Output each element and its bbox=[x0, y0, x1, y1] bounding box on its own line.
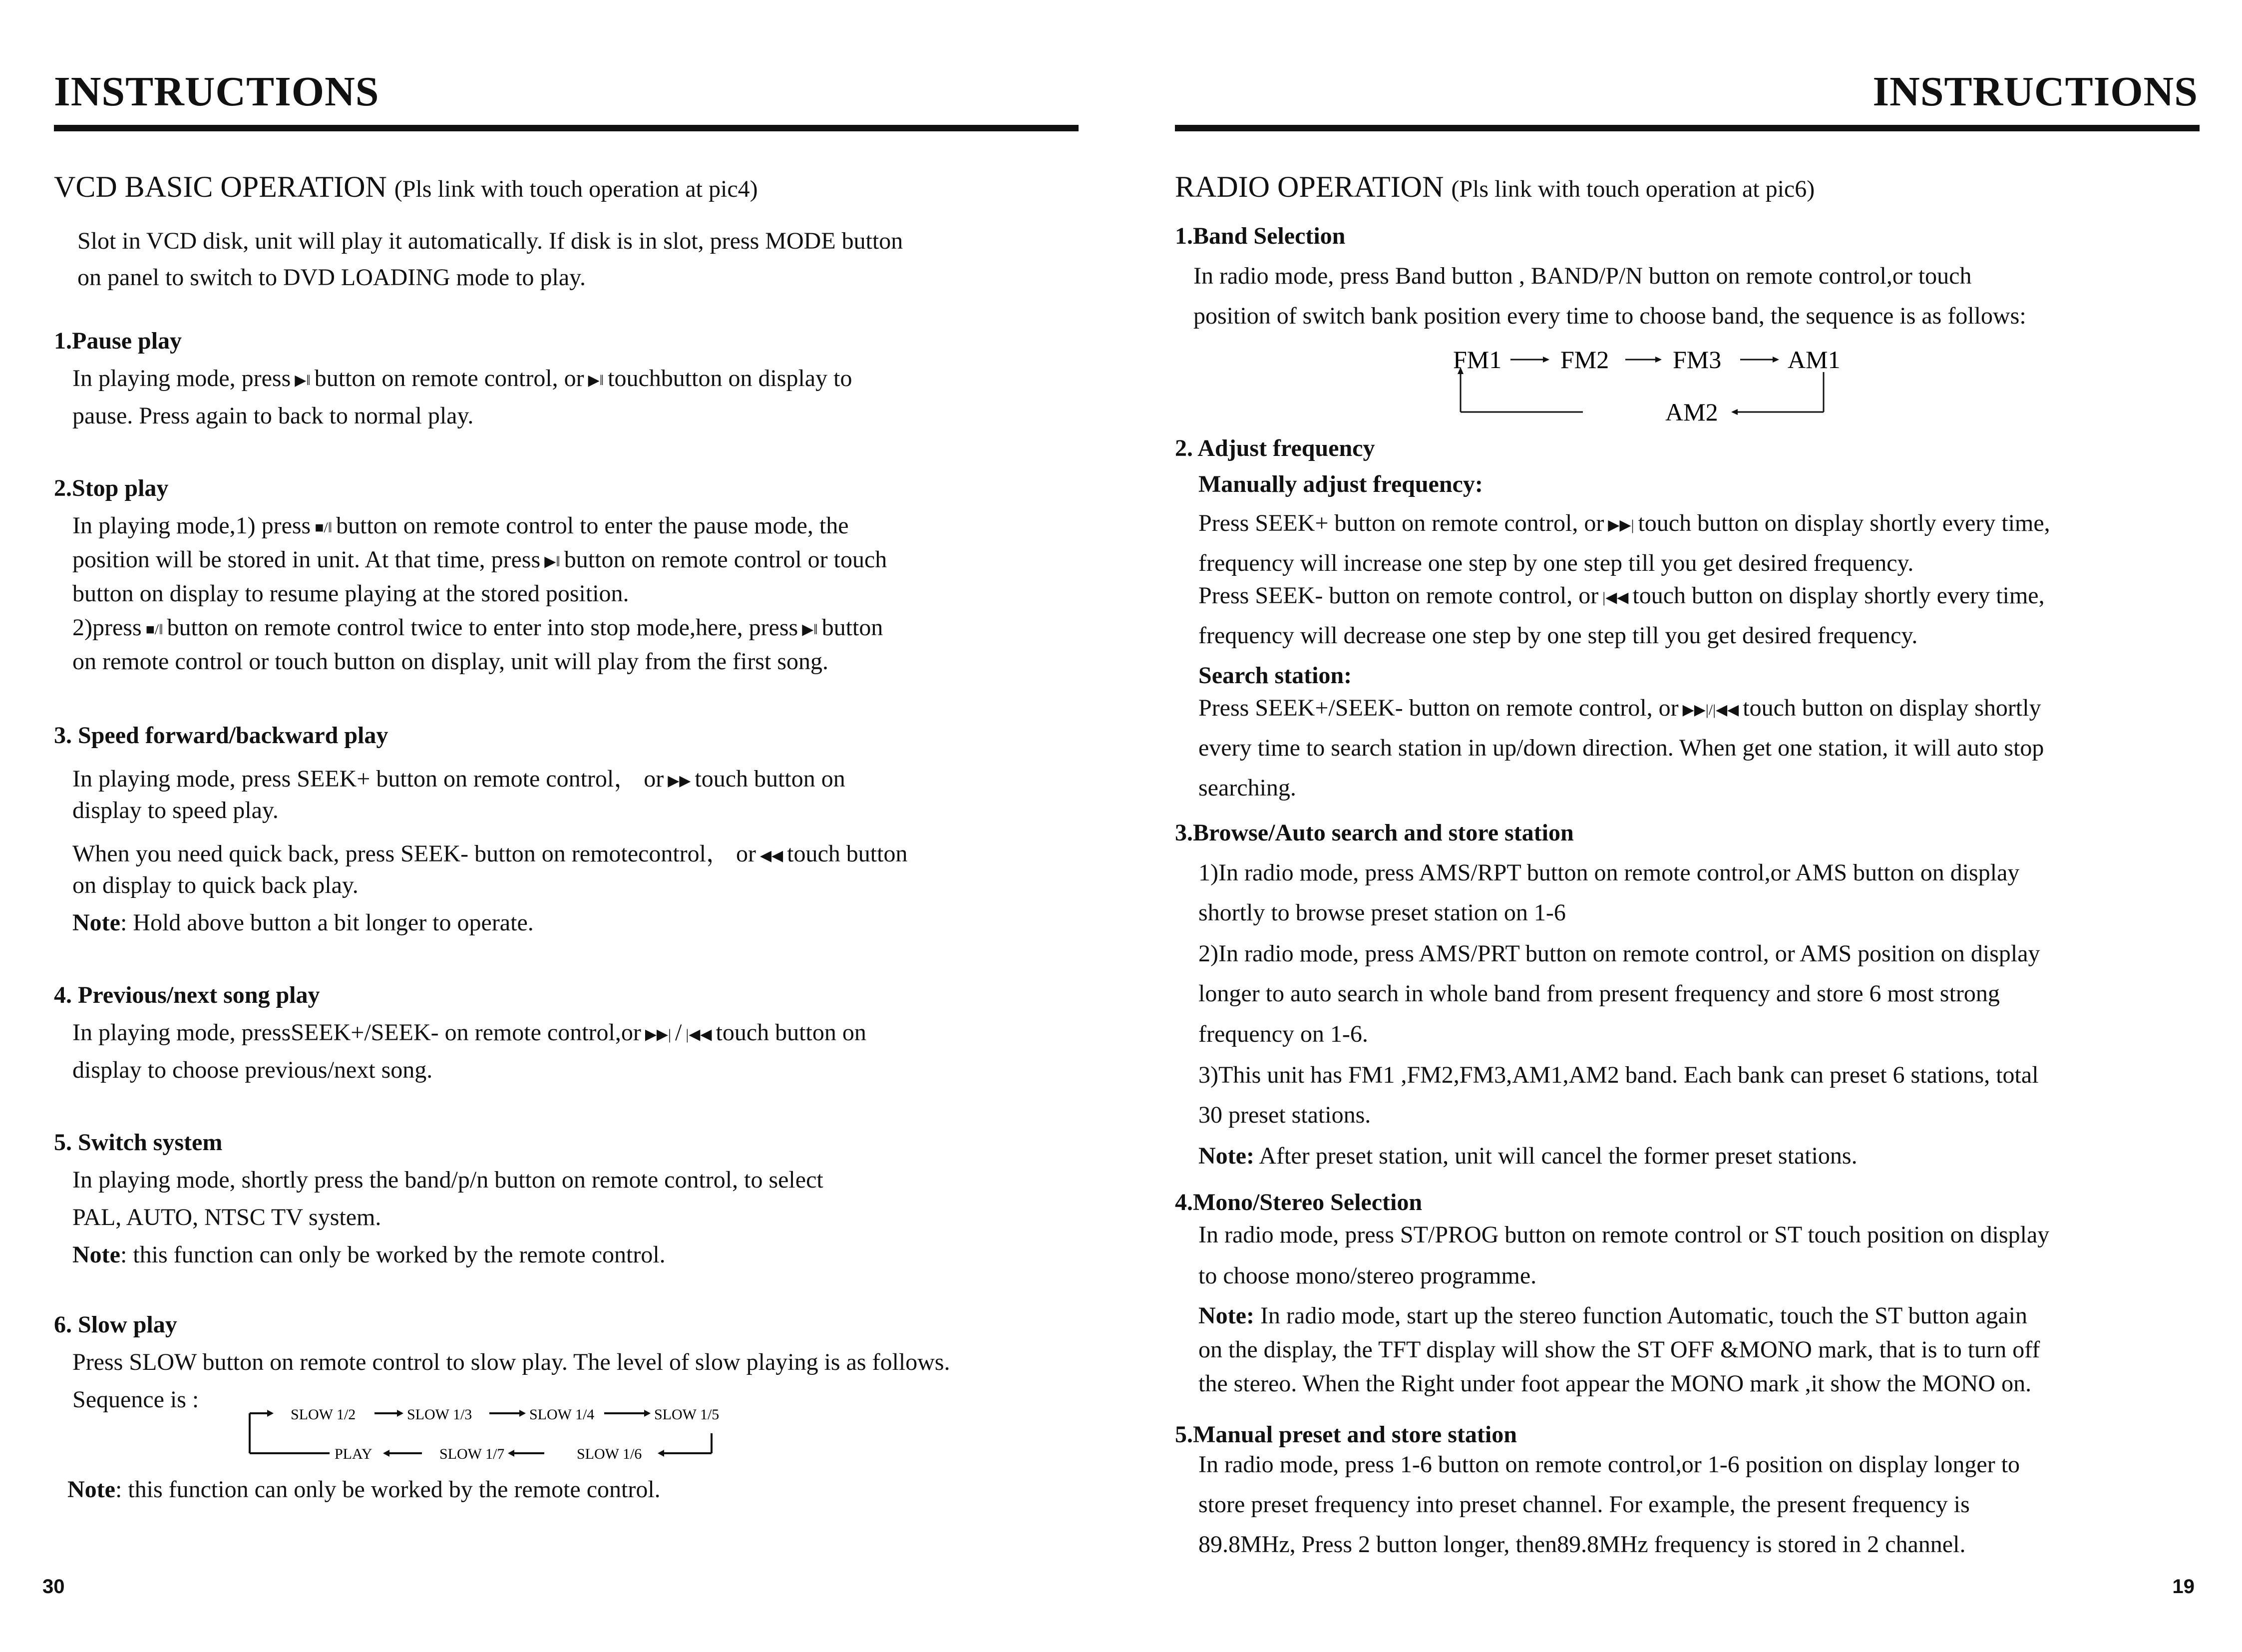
browse-line-6: 3)This unit has FM1 ,FM2,FM3,AM1,AM2 band. Each bank can preset 6 stations, total bbox=[1198, 1062, 2039, 1088]
stop-line-3: button on display to resume playing at the stored position. bbox=[72, 580, 629, 607]
switch-note-text: : this function can only be worked by the remote control. bbox=[120, 1241, 666, 1268]
band-line-1: In radio mode, press Band button , BAND/P/N button on remote control,or touch bbox=[1193, 263, 1972, 289]
browse-note-text: After preset station, unit will cancel the former preset stations. bbox=[1254, 1143, 1858, 1169]
left-page-header: INSTRUCTIONS bbox=[54, 68, 379, 115]
switch-note-label: Note bbox=[72, 1241, 120, 1268]
prevnext-line-1b: touch button on bbox=[716, 1019, 866, 1046]
adjust-line-5 bbox=[1198, 694, 2041, 722]
slow-seq-4: SLOW 1/5 bbox=[654, 1406, 720, 1423]
adjust-search-subheading: Search station: bbox=[1198, 662, 1352, 689]
slow-seq-1: SLOW 1/2 bbox=[291, 1406, 356, 1423]
manual-heading: 5.Manual preset and store station bbox=[1175, 1421, 1517, 1448]
radio-title-text: RADIO OPERATION bbox=[1175, 170, 1444, 203]
vcd-intro-line-1: Slot in VCD disk, unit will play it automatically. If disk is in slot, press MODE button bbox=[77, 228, 903, 254]
speed-line-1a: In playing mode, press SEEK+ button on remote control， or bbox=[72, 766, 664, 792]
browse-line-5: frequency on 1-6. bbox=[1198, 1021, 1368, 1047]
prev-track-icon: |◀◀ bbox=[1602, 589, 1629, 606]
adjust-line-3b: touch button on display shortly every time, bbox=[1632, 582, 2045, 609]
slow-line-1: Press SLOW button on remote control to slow play. The level of slow playing is as follows. bbox=[72, 1349, 950, 1375]
speed-note bbox=[72, 909, 534, 936]
right-header-rule bbox=[1175, 125, 2200, 131]
slow-note-text: : this function can only be worked by the remote control. bbox=[115, 1476, 661, 1503]
adjust-line-1 bbox=[1198, 509, 2050, 537]
radio-title-note: (Pls link with touch operation at pic6) bbox=[1451, 176, 1815, 202]
manual-line-3: 89.8MHz, Press 2 button longer, then89.8MHz frequency is stored in 2 channel. bbox=[1198, 1531, 1966, 1558]
vcd-intro-line-2: on panel to switch to DVD LOADING mode to play. bbox=[77, 264, 586, 291]
stop-line-1a: In playing mode,1) press bbox=[72, 512, 311, 539]
vcd-title-note: (Pls link with touch operation at pic4) bbox=[394, 176, 758, 202]
adjust-line-4: frequency will decrease one step by one step till you get desired frequency. bbox=[1198, 622, 1918, 649]
speed-line-1 bbox=[72, 759, 845, 794]
band-fm3: FM3 bbox=[1673, 346, 1722, 374]
next-track-icon: ▶▶| bbox=[1608, 517, 1634, 534]
switch-line-1: In playing mode, shortly press the band/p/n button on remote control, to select bbox=[72, 1167, 823, 1193]
vcd-title-text: VCD BASIC OPERATION bbox=[54, 170, 387, 203]
slow-sequence-diagram bbox=[245, 1398, 744, 1468]
stop-line-4b: button on remote control twice to enter into stop mode,here, press bbox=[167, 614, 798, 641]
slow-line-2: Sequence is : bbox=[72, 1386, 199, 1413]
slow-heading: 6. Slow play bbox=[54, 1311, 177, 1338]
adjust-line-3a: Press SEEK- button on remote control, or bbox=[1198, 582, 1599, 609]
adjust-heading: 2. Adjust frequency bbox=[1175, 435, 1375, 461]
slow-seq-play: PLAY bbox=[335, 1446, 373, 1462]
manual-line-2: store preset frequency into preset channel. For example, the present frequency is bbox=[1198, 1491, 1970, 1518]
adjust-manual-subheading: Manually adjust frequency: bbox=[1198, 471, 1483, 497]
prev-track-icon: |◀◀ bbox=[686, 1026, 712, 1043]
band-sequence-diagram bbox=[1446, 340, 1845, 424]
stop-line-4c: button bbox=[821, 614, 883, 641]
slow-note-label: Note bbox=[67, 1476, 115, 1503]
pause-line-2: pause. Press again to back to normal play. bbox=[72, 403, 474, 429]
slow-seq-7: SLOW 1/7 bbox=[439, 1446, 505, 1462]
pause-line-1 bbox=[72, 365, 852, 392]
mono-line-4: the stereo. When the Right under foot appear the MONO mark ,it show the MONO on. bbox=[1198, 1370, 2032, 1397]
left-page-number: 30 bbox=[42, 1576, 65, 1598]
speed-line-4: on display to quick back play. bbox=[72, 872, 359, 898]
manual-line-1: In radio mode, press 1-6 button on remote control,or 1-6 position on display longer to bbox=[1198, 1451, 2020, 1478]
stop-heading: 2.Stop play bbox=[54, 475, 169, 501]
browse-line-3: 2)In radio mode, press AMS/PRT button on remote control, or AMS position on display bbox=[1198, 940, 2040, 967]
adjust-line-3 bbox=[1198, 582, 2045, 609]
stop-line-2b: button on remote control or touch bbox=[564, 546, 887, 573]
browse-line-1: 1)In radio mode, press AMS/RPT button on remote control,or AMS button on display bbox=[1198, 859, 2020, 886]
mono-line-2: to choose mono/stereo programme. bbox=[1198, 1262, 1537, 1289]
browse-line-4: longer to auto search in whole band from present frequency and store 6 most strong bbox=[1198, 980, 2000, 1007]
speed-heading: 3. Speed forward/backward play bbox=[54, 722, 388, 749]
pause-heading: 1.Pause play bbox=[54, 328, 182, 354]
next-track-icon: ▶▶| bbox=[645, 1026, 672, 1043]
stop-line-2 bbox=[72, 546, 887, 573]
band-am1: AM1 bbox=[1788, 346, 1841, 374]
browse-heading: 3.Browse/Auto search and store station bbox=[1175, 820, 1574, 846]
prevnext-line-2: display to choose previous/next song. bbox=[72, 1057, 433, 1083]
band-am2: AM2 bbox=[1665, 398, 1718, 424]
stop-line-2a: position will be stored in unit. At that time, press bbox=[72, 546, 541, 573]
band-line-2: position of switch bank position every time to choose band, the sequence is as follows: bbox=[1193, 303, 2026, 329]
right-page-header: INSTRUCTIONS bbox=[1872, 68, 2198, 115]
band-fm1: FM1 bbox=[1453, 346, 1502, 374]
slow-seq-6: SLOW 1/6 bbox=[577, 1446, 642, 1462]
adjust-line-1b: touch button on display shortly every time, bbox=[1638, 510, 2050, 536]
slow-seq-2: SLOW 1/3 bbox=[407, 1406, 472, 1423]
browse-line-7: 30 preset stations. bbox=[1198, 1102, 1371, 1128]
stop-pause-icon: ■/‖ bbox=[145, 621, 163, 638]
adjust-line-1a: Press SEEK+ button on remote control, or bbox=[1198, 510, 1604, 536]
play-pause-icon: ▶‖ bbox=[544, 553, 560, 570]
speed-line-1b: touch button on bbox=[695, 766, 845, 792]
right-page bbox=[1121, 0, 2242, 1652]
prevnext-line-1a: In playing mode, pressSEEK+/SEEK- on remote control,or bbox=[72, 1019, 641, 1046]
stop-line-5: on remote control or touch button on display, unit will play from the first song. bbox=[72, 648, 828, 675]
radio-section-title bbox=[1175, 170, 1815, 204]
speed-line-3a: When you need quick back, press SEEK- button on remotecontrol， or bbox=[72, 840, 756, 867]
slow-seq-3: SLOW 1/4 bbox=[529, 1406, 595, 1423]
pause-line-1c: touchbutton on display to bbox=[608, 365, 852, 392]
adjust-line-7: searching. bbox=[1198, 775, 1296, 801]
speed-line-2: display to speed play. bbox=[72, 797, 279, 824]
stop-line-4a: 2)press bbox=[72, 614, 142, 641]
left-header-rule bbox=[54, 125, 1079, 131]
stop-line-1 bbox=[72, 512, 849, 539]
play-pause-icon: ▶‖ bbox=[295, 372, 311, 389]
right-page-number: 19 bbox=[2172, 1576, 2195, 1598]
mono-line-3: on the display, the TFT display will show the ST OFF &MONO mark, that is to turn off bbox=[1198, 1336, 2040, 1363]
speed-line-3b: touch button bbox=[787, 840, 908, 867]
prevnext-sep: / bbox=[675, 1019, 682, 1046]
prevnext-line-1 bbox=[72, 1019, 866, 1046]
mono-note bbox=[1198, 1302, 2027, 1329]
band-fm2: FM2 bbox=[1560, 346, 1609, 374]
pause-line-1a: In playing mode, press bbox=[72, 365, 291, 392]
speed-note-label: Note bbox=[72, 909, 120, 936]
stop-line-1b: button on remote control to enter the pause mode, the bbox=[336, 512, 849, 539]
fast-forward-icon: ▶▶ bbox=[668, 773, 691, 790]
browse-line-2: shortly to browse preset station on 1-6 bbox=[1198, 899, 1566, 926]
slow-note bbox=[67, 1476, 661, 1503]
speed-line-3 bbox=[72, 834, 907, 868]
adjust-line-5a: Press SEEK+/SEEK- button on remote control, or bbox=[1198, 695, 1679, 721]
band-heading: 1.Band Selection bbox=[1175, 223, 1346, 249]
play-pause-icon: ▶‖ bbox=[588, 372, 604, 389]
mono-heading: 4.Mono/Stereo Selection bbox=[1175, 1189, 1423, 1216]
mono-line-1: In radio mode, press ST/PROG button on remote control or ST touch position on display bbox=[1198, 1222, 2050, 1248]
switch-line-2: PAL, AUTO, NTSC TV system. bbox=[72, 1204, 381, 1231]
adjust-line-6: every time to search station in up/down direction. When get one station, it will auto stop bbox=[1198, 735, 2044, 761]
prevnext-heading: 4. Previous/next song play bbox=[54, 982, 320, 1008]
vcd-section-title bbox=[54, 170, 758, 204]
adjust-line-2: frequency will increase one step by one step till you get desired frequency. bbox=[1198, 550, 1914, 576]
play-pause-icon: ▶‖ bbox=[802, 621, 818, 638]
switch-note bbox=[72, 1241, 666, 1268]
next-prev-track-icon: ▶▶|/|◀◀ bbox=[1682, 702, 1739, 719]
stop-line-4 bbox=[72, 614, 883, 641]
mono-note-text: In radio mode, start up the stereo function Automatic, touch the ST button again bbox=[1254, 1302, 2028, 1329]
browse-note bbox=[1198, 1142, 1858, 1170]
mono-note-label: Note: bbox=[1198, 1302, 1254, 1329]
rewind-icon: ◀◀ bbox=[760, 847, 783, 864]
adjust-line-5b: touch button on display shortly bbox=[1743, 695, 2041, 721]
pause-line-1b: button on remote control, or bbox=[314, 365, 584, 392]
stop-pause-icon: ■/‖ bbox=[315, 519, 333, 536]
speed-note-text: : Hold above button a bit longer to operate. bbox=[120, 909, 534, 936]
switch-heading: 5. Switch system bbox=[54, 1129, 223, 1156]
browse-note-label: Note: bbox=[1198, 1143, 1254, 1169]
